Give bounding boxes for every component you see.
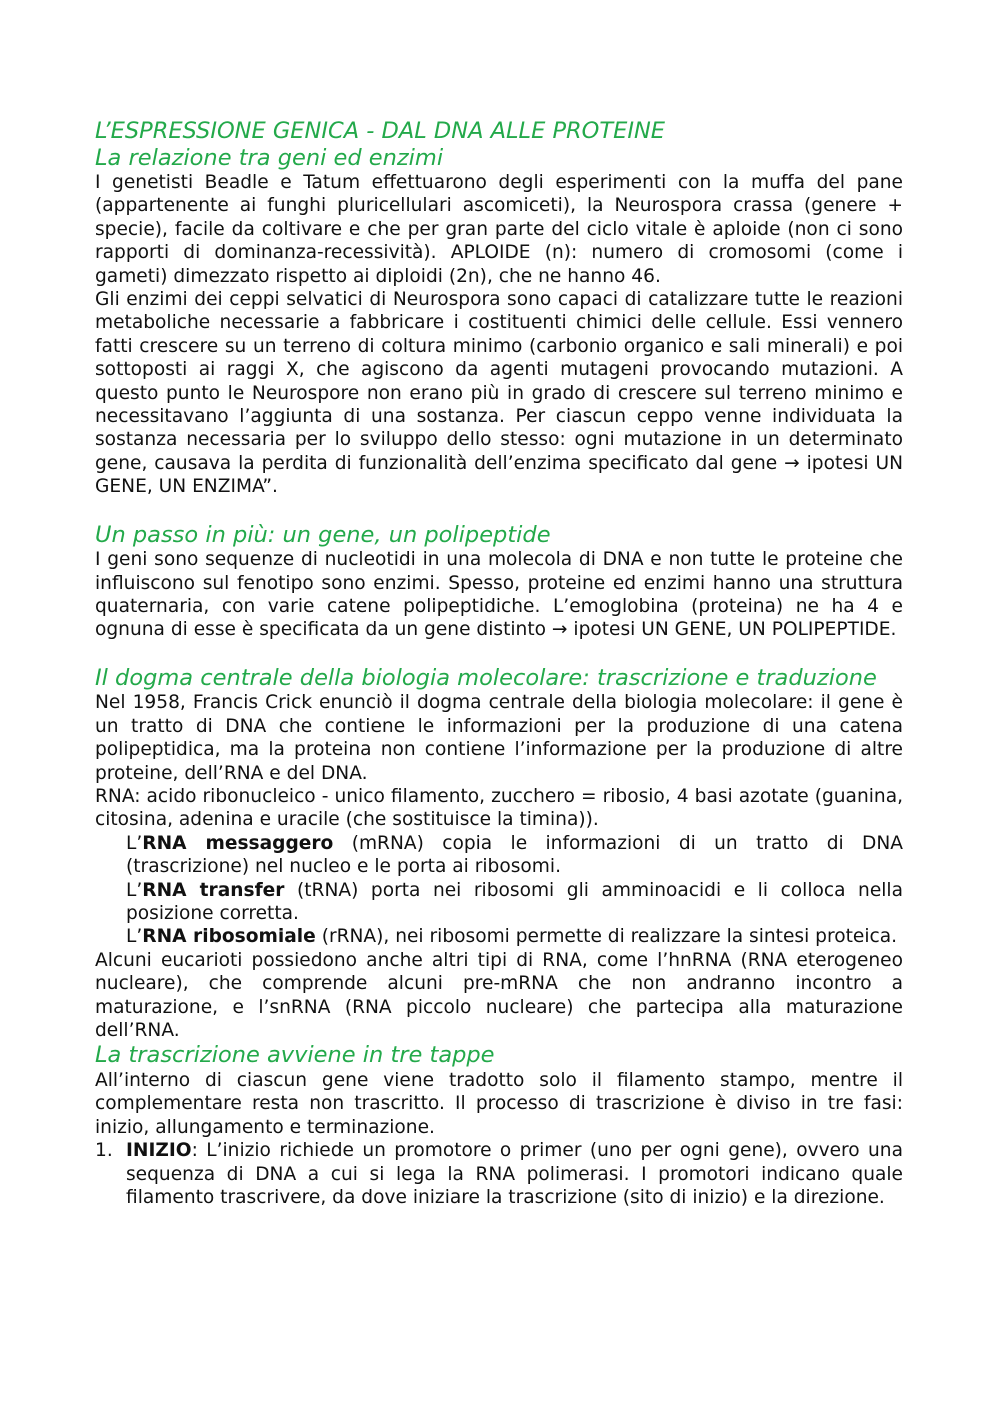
list-item-mrna	[95, 832, 903, 879]
list-item-text: (tRNA) porta nei ribosomi gli amminoacidi e li colloca nella posizione corretta.	[126, 879, 903, 924]
list-item-text: (rRNA), nei ribosomi permette di realizzare la sintesi proteica.	[315, 926, 898, 948]
paragraph-crick: Nel 1958, Francis Crick enunciò il dogma centrale della biologia molecolare: il gene è un tratto di DNA che contiene le informazioni per la produzione di una catena polipeptidica, ma la proteina non contiene l’informazione per la produzione di altre proteine, dell’RNA e del DNA.	[95, 692, 903, 784]
list-item-term: RNA transfer	[142, 879, 285, 901]
list-item-text: (mRNA) copia le informazioni di un tratto di DNA (trascrizione) nel nucleo e le porta ai ribosomi.	[126, 832, 903, 878]
section-heading-trascrizione-tappe: La trascrizione avviene in tre tappe	[95, 1042, 495, 1069]
transcription-steps-list	[95, 1139, 903, 1209]
paragraph-altri-rna: Alcuni eucarioti possiedono anche altri tipi di RNA, come l’hnRNA (RNA eterogeneo nucleare), che comprende alcuni pre-mRNA che non andranno incontro a maturazione, e l’snRNA (RNA piccolo nucleare) che partecipa alla maturazione dell’RNA.	[95, 949, 903, 1041]
paragraph-geni-nucleotidi: I geni sono sequenze di nucleotidi in una molecola di DNA e non tutte le proteine che influiscono sul fenotipo sono enzimi. Spesso, proteine ed enzimi hanno una struttura quaternaria, con varie catene polipeptidiche. L’emoglobina (proteina) ne ha 4 e ognuna di esse è specificata da un gene distinto → ipotesi UN GENE, UN POLIPEPTIDE.	[95, 549, 903, 641]
list-item-prefix: L’	[126, 926, 143, 948]
document-title: L’ESPRESSIONE GENICA - DAL DNA ALLE PROTEINE	[95, 118, 666, 144]
rna-types-list	[95, 832, 903, 949]
paragraph-ceppi-selvatici: Gli enzimi dei ceppi selvatici di Neurospora sono capaci di catalizzare tutte le reazioni metaboliche necessarie a fabbricare i costituenti chimici delle cellule. Essi vennero fatti crescere su un terreno di coltura minimo (carbonio organico e sali minerali) e poi sottoposti ai raggi X, che agiscono da agenti mutageni provocando mutazioni. A questo punto le Neurospore non erano più in grado di crescere sul terreno minimo e necessitavano l’aggiunta di una sostanza. Per ciascun ceppo venne individuata la sostanza necessaria per lo sviluppo dello stesso: ogni mutazione in un determinato gene, causava la perdita di funzionalità dell’enzima specificato dal gene → ipotesi UN GENE, UN ENZIMA”.	[95, 289, 903, 498]
list-item-term: RNA ribosomiale	[142, 926, 316, 948]
list-item-text: : L’inizio richiede un promotore o primer (uno per ogni gene), ovvero una sequenza di DNA a cui si lega la RNA polimerasi. I promotori indicano quale filamento trascrivere, da dove iniziare la trascrizione (sito di inizio) e la direzione.	[126, 1140, 903, 1208]
section-heading-geni-enzimi: La relazione tra geni ed enzimi	[95, 144, 444, 171]
document-page	[95, 118, 903, 1209]
paragraph-rna-definizione: RNA: acido ribonucleico - unico filamento, zucchero = ribosio, 4 basi azotate (guanina, citosina, adenina e uracile (che sostituisce la timina)).	[95, 785, 903, 831]
paragraph-filamento-stampo: All’interno di ciascun gene viene tradotto solo il filamento stampo, mentre il complementare resta non trascritto. Il processo di trascrizione è diviso in tre fasi: inizio, allungamento e terminazione.	[95, 1069, 903, 1138]
list-item-prefix: L’	[126, 879, 143, 901]
list-item-prefix: L’	[126, 832, 143, 854]
list-item-term: RNA messaggero	[142, 832, 334, 854]
list-item-trna	[95, 879, 903, 926]
list-item-term: INIZIO	[126, 1140, 192, 1162]
paragraph-beadle-tatum: I genetisti Beadle e Tatum effettuarono degli esperimenti con la muffa del pane (appartenente ai funghi pluricellulari ascomiceti), la Neurospora crassa (genere + specie), facile da coltivare e che per gran parte del ciclo vitale è aploide (non ci sono rapporti di dominanza-recessività). APLOIDE (n): numero di cromosomi (come i gameti) dimezzato rispetto ai diploidi (2n), che ne hanno 46.	[95, 172, 903, 287]
list-item-inizio	[95, 1139, 903, 1209]
section-heading-dogma-centrale: Il dogma centrale della biologia molecolare: trascrizione e traduzione	[95, 664, 877, 691]
section-heading-polipeptide: Un passo in più: un gene, un polipeptide	[95, 521, 551, 548]
list-item-number: 1.	[95, 1140, 113, 1162]
list-item-rrna	[95, 925, 903, 948]
